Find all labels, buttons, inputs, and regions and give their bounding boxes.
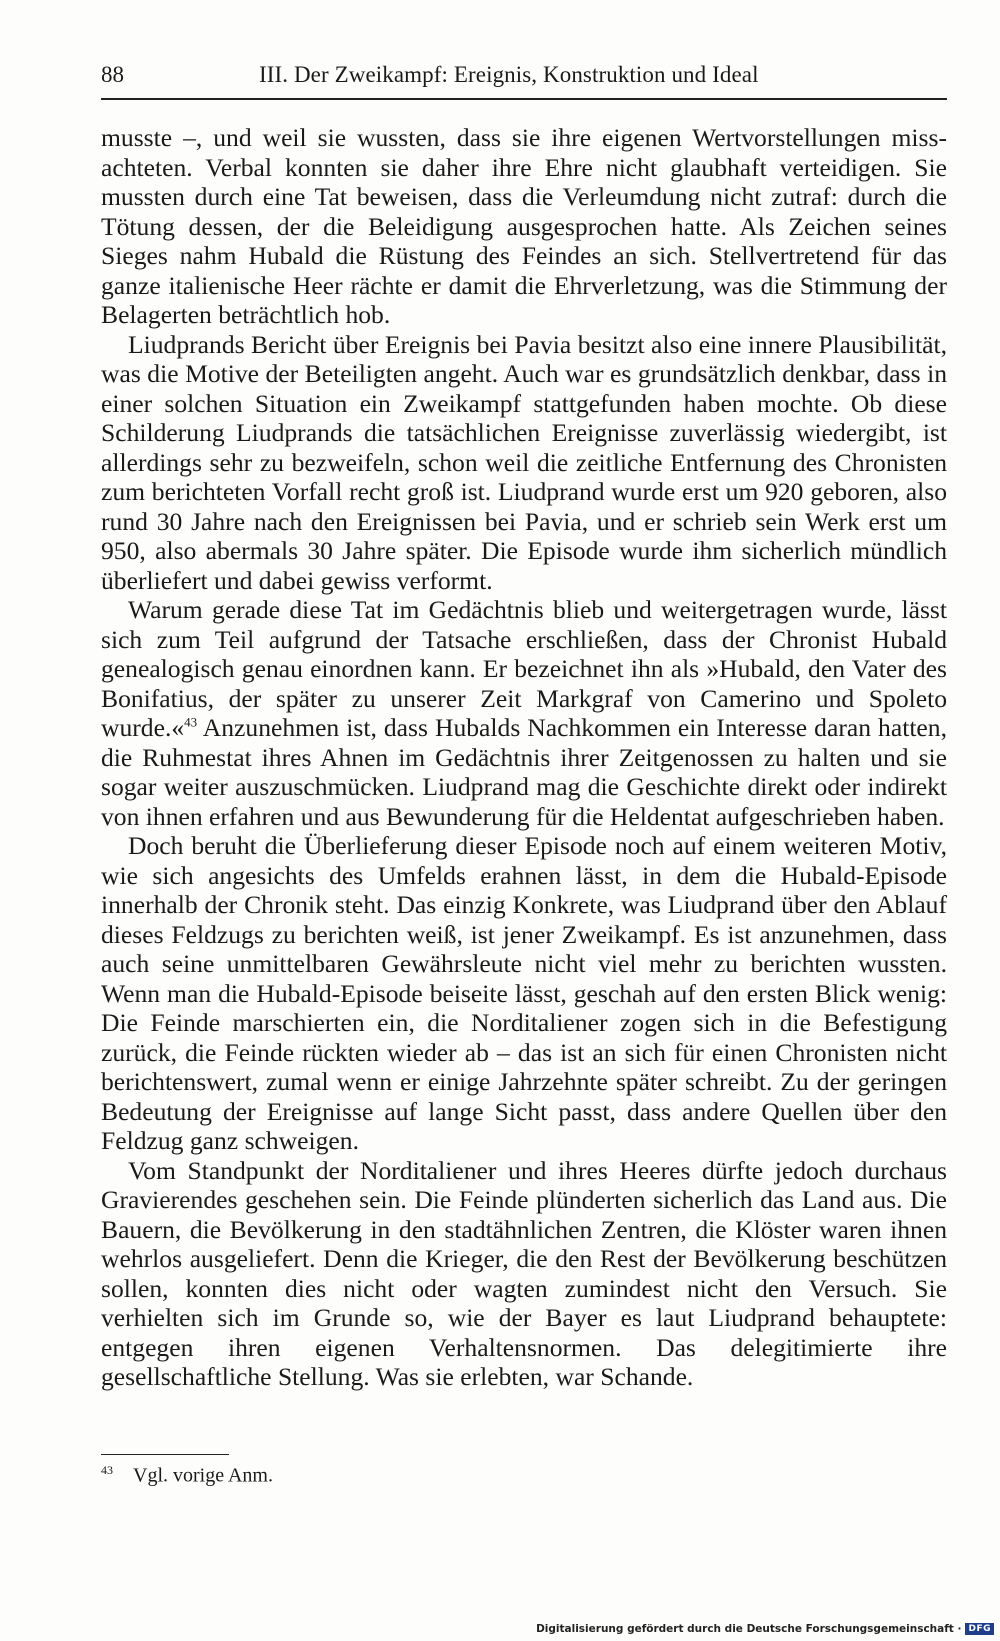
paragraph-3-part-b: Anzunehmen ist, dass Hubalds Nachkommen ein Interesse daran hatten, die Ruhmestat ihres Ahnen im Gedächtnis ihrer Zeitgenossen zu halten und sie sogar weiter auszuschmücken. Liudprand mag die Geschichte direkt oder indirekt von ihnen erfahren und aus Bewunderung für die Heldentat aufgeschrieben haben. xyxy=(101,713,947,831)
paragraph-3 xyxy=(101,595,947,831)
body-text xyxy=(101,123,947,1392)
paragraph-5: Vom Standpunkt der Norditaliener und ihres Heeres dürfte jedoch durchaus Gravierendes geschehen sein. Die Feinde plünderten sicherlich das Land aus. Die Bauern, die Bevölkerung in den stadtähnlichen Zentren, die Klöster waren ihnen wehrlos ausgeliefert. Denn die Krieger, die den Rest der Bevölkerung beschützen sollen, konnten dies nicht oder wagten zumindest nicht den Versuch. Sie verhielten sich im Grunde so, wie der Bayer es laut Liudprand behauptete: entgegen ihren eigenen Verhaltensnormen. Das delegitimierte ihre gesellschaftliche Stellung. Was sie erlebten, war Schande. xyxy=(101,1155,947,1391)
paragraph-4: Doch beruht die Überlieferung dieser Episode noch auf einem weiteren Motiv, wie sich angesichts des Umfelds erahnen lässt, in dem die Hubald-Episode innerhalb der Chronik steht. Das einzig Konkrete, was Liudprand über den Ablauf dieses Feldzugs zu berichten weiß, ist jener Zweikampf. Es ist anzunehmen, dass auch seine unmittelbaren Gewährsleute nicht viel mehr zu berichten wussten. Wenn man die Hubald-Episode beiseite lässt, geschah auf den ersten Blick wenig: Die Feinde marschierten ein, die Norditaliener zogen sich in die Befestigung zurück, die Feinde rückten wieder ab – das ist an sich für einen Chronisten nicht berichtenswert, zumal wenn er einige Jahrzehnte später schreibt. Zu der geringen Bedeutung der Ereignisse auf lange Sicht passt, dass andere Quellen über den Feldzug ganz schweigen. xyxy=(101,831,947,1155)
footnote-number: 43 xyxy=(101,1463,113,1477)
digitization-credit xyxy=(536,1623,994,1635)
footnote-reference[interactable]: 43 xyxy=(184,714,198,730)
footnote xyxy=(101,1463,273,1488)
paragraph-2: Liudprands Bericht über Ereignis bei Pavia besitzt also eine innere Plausibilität, was die Motive der Beteiligten angeht. Auch war es grundsätzlich denkbar, dass in einer solchen Situation ein Zweikampf stattgefunden haben mochte. Ob diese Schilderung Liudprands die tatsächlichen Ereignisse zuverlässig wiedergibt, ist allerdings sehr zu bezweifeln, schon weil die zeitliche Entfernung des Chronisten zum berichteten Vorfall recht groß ist. Liudprand wurde erst um 920 geboren, also rund 30 Jahre nach den Ereignissen bei Pavia, und er schrieb sein Werk erst um 950, also abermals 30 Jahre später. Die Episode wurde ihm sicherlich mündlich überliefert und dabei gewiss verformt. xyxy=(101,329,947,595)
footnote-text: Vgl. vorige Anm. xyxy=(133,1464,273,1487)
dfg-logo: DFG xyxy=(965,1623,994,1635)
chapter-title: III. Der Zweikampf: Ereignis, Konstruktion und Ideal xyxy=(259,62,759,87)
paragraph-1: musste –, und weil sie wussten, dass sie ihre eigenen Wertvorstellungen missachteten. Verbal konnten sie daher ihre Ehre nicht glaubhaft verteidigen. Sie mussten durch eine Tat beweisen, dass die Verleumdung nicht zutraf: durch die Tötung dessen, der die Beleidigung ausgesprochen hatte. Als Zeichen seines Sieges nahm Hubald die Rüstung des Feindes an sich. Stellvertretend für das ganze italienische Heer rächte er damit die Ehrverletzung, was die Stimmung der Belagerten beträchtlich hob. xyxy=(101,123,947,329)
paragraph-3-part-a: Warum gerade diese Tat im Gedächtnis blieb und weitergetragen wurde, lässt sich zum Teil aufgrund der Tatsache erschließen, dass der Chronist Hubald genealogisch genau einordnen kann. Er bezeichnet ihn als »Hubald, den Vater des Bonifatius, der später zu unserer Zeit Markgraf von Camerino und Spoleto wurde.« xyxy=(101,595,947,742)
running-head xyxy=(101,58,947,100)
page-number: 88 xyxy=(101,62,124,87)
footnote-divider xyxy=(101,1454,229,1455)
credit-text: Digitalisierung gefördert durch die Deutsche Forschungsgemeinschaft · xyxy=(536,1623,962,1635)
